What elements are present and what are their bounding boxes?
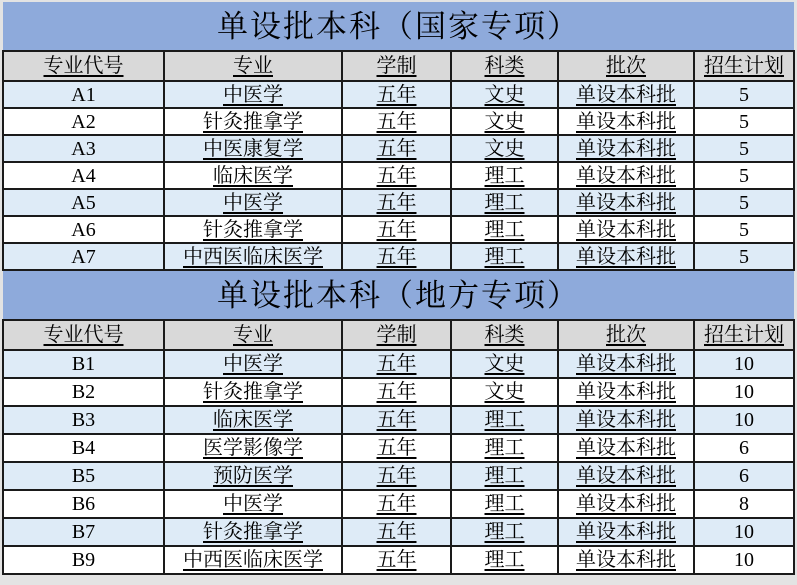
cell-batch: 单设本科批 <box>558 243 694 270</box>
cell-batch: 单设本科批 <box>558 81 694 108</box>
cell-major-code: A6 <box>3 216 164 243</box>
cell-major-code: A4 <box>3 162 164 189</box>
cell-major-code: B6 <box>3 490 164 518</box>
cell-major-code: B9 <box>3 546 164 574</box>
column-header-duration: 学制 <box>342 320 451 350</box>
cell-major-code: A2 <box>3 108 164 135</box>
cell-enrollment-plan: 5 <box>694 81 794 108</box>
cell-duration: 五年 <box>342 518 451 546</box>
cell-subject-type: 文史 <box>451 108 558 135</box>
cell-duration: 五年 <box>342 490 451 518</box>
cell-enrollment-plan: 6 <box>694 434 794 462</box>
table-row <box>3 108 794 135</box>
cell-major-code: B5 <box>3 462 164 490</box>
column-header-enrollment-plan: 招生计划 <box>694 320 794 350</box>
cell-enrollment-plan: 5 <box>694 108 794 135</box>
cell-duration: 五年 <box>342 378 451 406</box>
table-row <box>3 216 794 243</box>
column-header-major-code: 专业代号 <box>3 320 164 350</box>
cell-major: 针灸推拿学 <box>164 518 342 546</box>
section-title-row <box>3 2 794 51</box>
cell-major: 临床医学 <box>164 406 342 434</box>
cell-subject-type: 理工 <box>451 490 558 518</box>
column-header-batch: 批次 <box>558 51 694 81</box>
cell-batch: 单设本科批 <box>558 406 694 434</box>
header-row <box>3 320 794 350</box>
cell-subject-type: 理工 <box>451 546 558 574</box>
table-row <box>3 490 794 518</box>
cell-major-code: A5 <box>3 189 164 216</box>
cell-duration: 五年 <box>342 350 451 378</box>
cell-duration: 五年 <box>342 162 451 189</box>
cell-duration: 五年 <box>342 462 451 490</box>
cell-major: 中医学 <box>164 81 342 108</box>
table-row <box>3 406 794 434</box>
column-header-batch: 批次 <box>558 320 694 350</box>
cell-batch: 单设本科批 <box>558 216 694 243</box>
cell-subject-type: 文史 <box>451 81 558 108</box>
cell-duration: 五年 <box>342 243 451 270</box>
table-row <box>3 243 794 270</box>
cell-batch: 单设本科批 <box>558 462 694 490</box>
cell-subject-type: 理工 <box>451 406 558 434</box>
cell-enrollment-plan: 5 <box>694 243 794 270</box>
cell-duration: 五年 <box>342 546 451 574</box>
cell-enrollment-plan: 10 <box>694 518 794 546</box>
cell-major-code: B4 <box>3 434 164 462</box>
cell-major-code: B2 <box>3 378 164 406</box>
cell-subject-type: 理工 <box>451 189 558 216</box>
cell-enrollment-plan: 10 <box>694 546 794 574</box>
cell-major-code: A7 <box>3 243 164 270</box>
cell-duration: 五年 <box>342 406 451 434</box>
cell-enrollment-plan: 8 <box>694 490 794 518</box>
cell-subject-type: 文史 <box>451 378 558 406</box>
table-row <box>3 350 794 378</box>
cell-duration: 五年 <box>342 216 451 243</box>
table-row <box>3 81 794 108</box>
cell-subject-type: 理工 <box>451 243 558 270</box>
cell-major: 中医学 <box>164 350 342 378</box>
column-header-major: 专业 <box>164 51 342 81</box>
cell-batch: 单设本科批 <box>558 162 694 189</box>
enrollment-plan-sheet <box>2 2 793 575</box>
cell-enrollment-plan: 6 <box>694 462 794 490</box>
cell-enrollment-plan: 10 <box>694 406 794 434</box>
cell-duration: 五年 <box>342 81 451 108</box>
cell-major: 中西医临床医学 <box>164 243 342 270</box>
cell-subject-type: 理工 <box>451 162 558 189</box>
table-row <box>3 135 794 162</box>
cell-subject-type: 理工 <box>451 434 558 462</box>
column-header-duration: 学制 <box>342 51 451 81</box>
table-row <box>3 434 794 462</box>
section-title-row <box>3 271 794 320</box>
cell-duration: 五年 <box>342 189 451 216</box>
cell-batch: 单设本科批 <box>558 434 694 462</box>
cell-major: 中医学 <box>164 189 342 216</box>
cell-major-code: A3 <box>3 135 164 162</box>
cell-enrollment-plan: 5 <box>694 162 794 189</box>
cell-duration: 五年 <box>342 108 451 135</box>
cell-enrollment-plan: 5 <box>694 216 794 243</box>
cell-major: 中医康复学 <box>164 135 342 162</box>
column-header-subject-type: 科类 <box>451 51 558 81</box>
cell-batch: 单设本科批 <box>558 135 694 162</box>
cell-major: 中医学 <box>164 490 342 518</box>
table-row <box>3 189 794 216</box>
header-row <box>3 51 794 81</box>
cell-batch: 单设本科批 <box>558 490 694 518</box>
table-row <box>3 378 794 406</box>
cell-subject-type: 理工 <box>451 518 558 546</box>
cell-major: 医学影像学 <box>164 434 342 462</box>
section-title: 单设批本科（地方专项） <box>3 271 794 320</box>
cell-subject-type: 文史 <box>451 350 558 378</box>
cell-duration: 五年 <box>342 135 451 162</box>
table-row <box>3 546 794 574</box>
section-title: 单设批本科（国家专项） <box>3 2 794 51</box>
cell-subject-type: 理工 <box>451 462 558 490</box>
column-header-enrollment-plan: 招生计划 <box>694 51 794 81</box>
cell-major: 预防医学 <box>164 462 342 490</box>
cell-batch: 单设本科批 <box>558 378 694 406</box>
cell-batch: 单设本科批 <box>558 108 694 135</box>
cell-major-code: B3 <box>3 406 164 434</box>
cell-subject-type: 文史 <box>451 135 558 162</box>
cell-major: 针灸推拿学 <box>164 216 342 243</box>
cell-batch: 单设本科批 <box>558 189 694 216</box>
cell-enrollment-plan: 5 <box>694 189 794 216</box>
cell-duration: 五年 <box>342 434 451 462</box>
cell-batch: 单设本科批 <box>558 518 694 546</box>
cell-major: 中西医临床医学 <box>164 546 342 574</box>
cell-major: 临床医学 <box>164 162 342 189</box>
cell-major: 针灸推拿学 <box>164 108 342 135</box>
column-header-major-code: 专业代号 <box>3 51 164 81</box>
cell-major-code: B1 <box>3 350 164 378</box>
column-header-subject-type: 科类 <box>451 320 558 350</box>
cell-major: 针灸推拿学 <box>164 378 342 406</box>
table-row <box>3 518 794 546</box>
column-header-major: 专业 <box>164 320 342 350</box>
cell-enrollment-plan: 10 <box>694 350 794 378</box>
cell-batch: 单设本科批 <box>558 350 694 378</box>
cell-batch: 单设本科批 <box>558 546 694 574</box>
table-row <box>3 162 794 189</box>
cell-major-code: B7 <box>3 518 164 546</box>
cell-subject-type: 理工 <box>451 216 558 243</box>
cell-enrollment-plan: 5 <box>694 135 794 162</box>
section-table-0 <box>2 2 795 271</box>
section-table-1 <box>2 271 795 575</box>
cell-major-code: A1 <box>3 81 164 108</box>
cell-enrollment-plan: 10 <box>694 378 794 406</box>
table-row <box>3 462 794 490</box>
